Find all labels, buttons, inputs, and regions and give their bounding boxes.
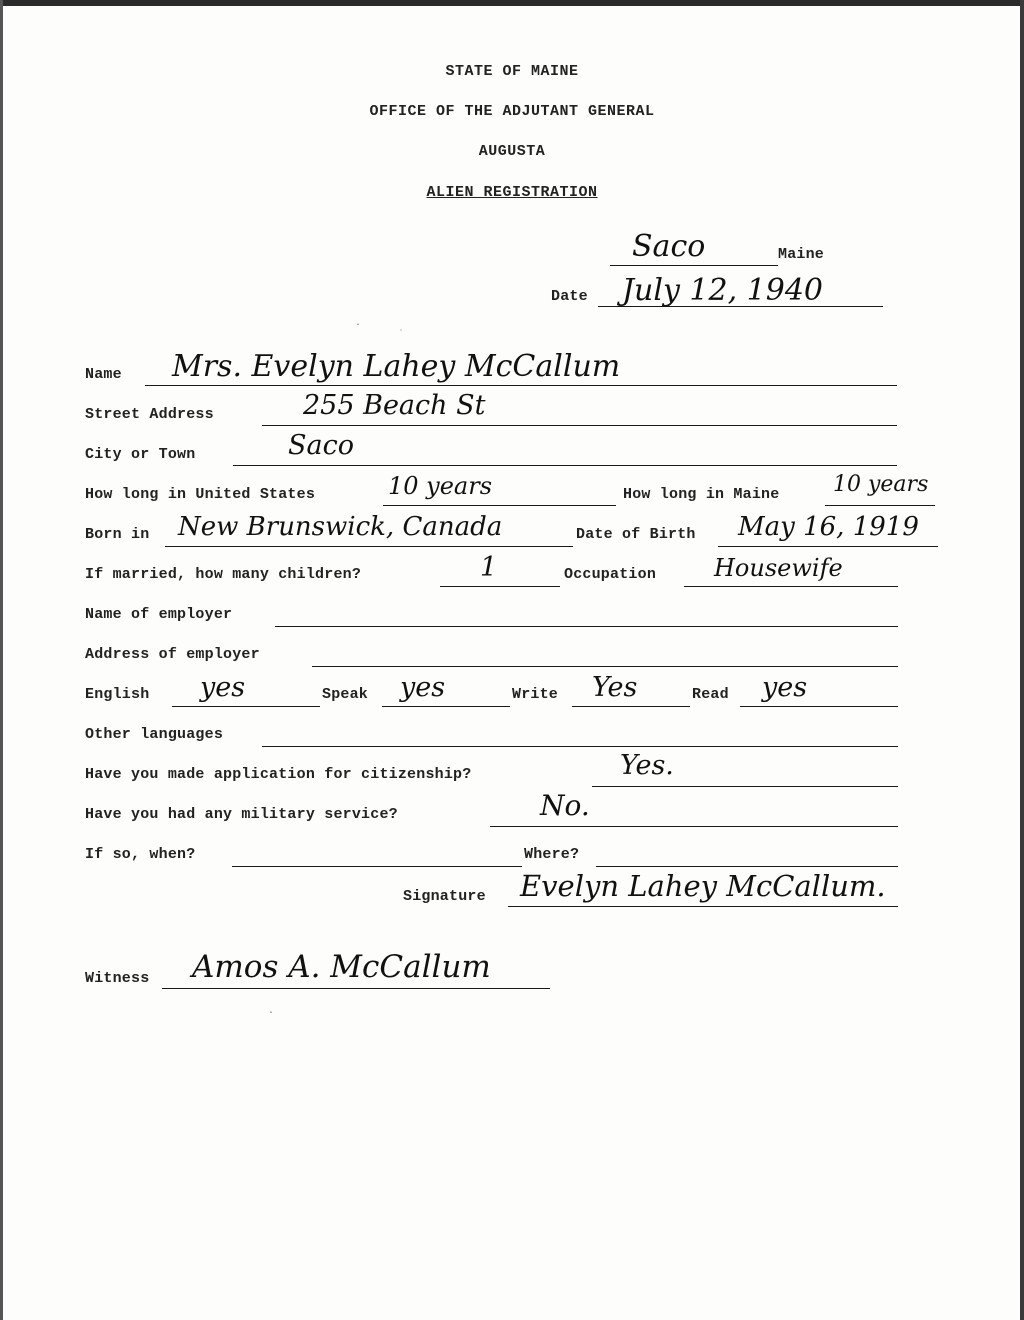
where-line	[596, 866, 898, 867]
us-time-label: How long in United States	[85, 486, 316, 503]
dob-line	[718, 546, 938, 547]
signature-line	[508, 906, 898, 907]
scan-speck: ˙	[398, 330, 405, 341]
scan-edge-top	[0, 0, 1024, 6]
where-label: Where?	[524, 846, 580, 863]
citizenship-label: Have you made application for citizenship?	[85, 766, 472, 783]
military-value[interactable]: No.	[540, 789, 590, 822]
born-line	[165, 546, 573, 547]
maine-time-value[interactable]: 10 years	[833, 472, 929, 497]
born-label: Born in	[85, 526, 150, 543]
signature-value[interactable]: Evelyn Lahey McCallum.	[520, 869, 886, 903]
header-state: STATE OF MAINE	[445, 63, 579, 80]
born-value[interactable]: New Brunswick, Canada	[178, 512, 503, 542]
read-line	[740, 706, 898, 707]
maine-time-line	[825, 505, 935, 506]
city-value[interactable]: Saco	[288, 430, 354, 461]
other-languages-label: Other languages	[85, 726, 224, 743]
maine-time-label: How long in Maine	[623, 486, 780, 503]
form-title-text: ALIEN REGISTRATION	[426, 184, 598, 201]
employer-label: Name of employer	[85, 606, 233, 623]
name-line	[145, 385, 897, 386]
speak-value[interactable]: yes	[400, 672, 446, 703]
english-label: English	[85, 686, 150, 703]
read-value[interactable]: yes	[762, 672, 808, 703]
witness-label: Witness	[85, 970, 150, 987]
employer-line	[275, 626, 898, 627]
us-time-value[interactable]: 10 years	[388, 472, 493, 500]
place-line	[610, 265, 778, 266]
city-line	[233, 465, 897, 466]
when-label: If so, when?	[85, 846, 196, 863]
witness-line	[162, 988, 550, 989]
when-line	[232, 866, 522, 867]
occupation-value[interactable]: Housewife	[714, 554, 843, 582]
speak-line	[382, 706, 510, 707]
place-value[interactable]: Saco	[632, 229, 706, 264]
citizenship-line	[592, 786, 898, 787]
write-value[interactable]: Yes	[592, 672, 638, 703]
english-line	[172, 706, 320, 707]
children-label: If married, how many children?	[85, 566, 362, 583]
dob-label: Date of Birth	[576, 526, 696, 543]
occupation-line	[684, 586, 898, 587]
us-time-line	[383, 505, 616, 506]
signature-label: Signature	[403, 888, 486, 905]
english-value[interactable]: yes	[200, 672, 246, 703]
write-label: Write	[512, 686, 559, 703]
scan-speck: ·	[268, 1008, 275, 1019]
scan-speck: ·	[355, 320, 362, 331]
dob-value[interactable]: May 16, 1919	[738, 512, 919, 542]
name-label: Name	[85, 366, 122, 383]
header-form-title	[0, 184, 1024, 201]
write-line	[572, 706, 690, 707]
military-line	[490, 826, 898, 827]
employer-address-label: Address of employer	[85, 646, 260, 663]
occupation-label: Occupation	[564, 566, 657, 583]
header-city: AUGUSTA	[478, 143, 546, 160]
military-label: Have you had any military service?	[85, 806, 398, 823]
city-label: City or Town	[85, 446, 196, 463]
date-value[interactable]: July 12, 1940	[622, 273, 824, 308]
date-line	[598, 306, 883, 307]
children-line	[440, 586, 560, 587]
street-label: Street Address	[85, 406, 214, 423]
street-line	[262, 425, 897, 426]
other-languages-line	[262, 746, 898, 747]
children-value[interactable]: 1	[480, 552, 498, 583]
speak-label: Speak	[322, 686, 369, 703]
place-label: Maine	[778, 246, 825, 263]
header-office: OFFICE OF THE ADJUTANT GENERAL	[369, 103, 655, 120]
read-label: Read	[692, 686, 729, 703]
citizenship-value[interactable]: Yes.	[620, 750, 674, 781]
name-value[interactable]: Mrs. Evelyn Lahey McCallum	[172, 349, 621, 384]
date-label: Date	[551, 288, 588, 305]
witness-value[interactable]: Amos A. McCallum	[192, 949, 491, 985]
street-value[interactable]: 255 Beach St	[303, 390, 486, 421]
employer-address-line	[312, 666, 898, 667]
